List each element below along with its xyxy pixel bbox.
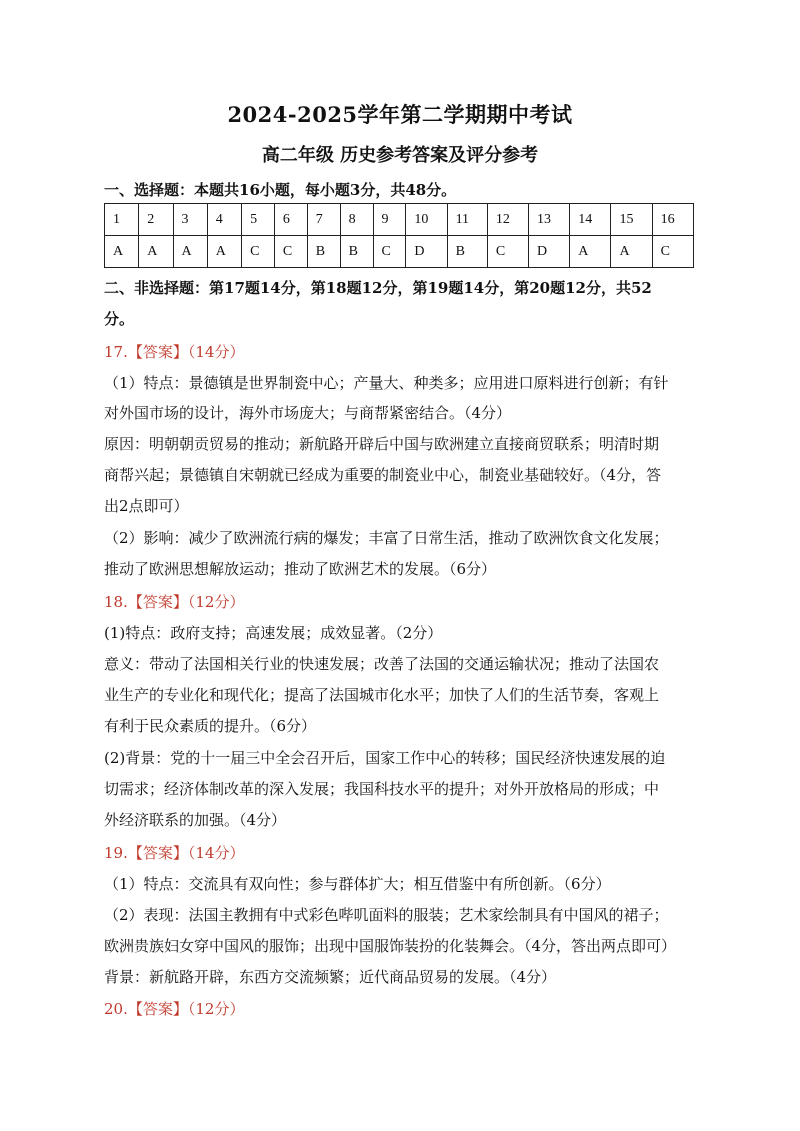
answer-cell: C [487,236,528,268]
q19-line: 欧洲贵族妇女穿中国风的服饰；出现中国服饰装扮的化装舞会。（4分，答出两点即可） [104,937,677,955]
q18-line: (2)背景：党的十一届三中全会召开后，国家工作中心的转移；国民经济快速发展的迫 [104,749,666,767]
question-number: 8 [340,204,373,236]
answer-cell: A [570,236,611,268]
q19-header: 19.【答案】（14分） [104,844,245,862]
question-number: 10 [406,204,447,236]
table-row-numbers [105,204,694,236]
q19-line: 背景：新航路开辟，东西方交流频繁；近代商品贸易的发展。（4分） [104,968,557,986]
table-row-answers [105,236,694,268]
answer-cell: C [274,236,307,268]
q18-line: 意义：带动了法国相关行业的快速发展；改善了法国的交通运输状况；推动了法国农 [104,655,660,673]
section2-heading-line2: 分。 [104,310,135,328]
question-number: 5 [242,204,275,236]
document-title: 2024-2025学年第二学期期中考试 [227,102,573,127]
answer-cell: D [529,236,570,268]
question-number: 15 [611,204,652,236]
q17-line: 对外国市场的设计，海外市场庞大；与商帮紧密结合。（4分） [104,404,512,422]
question-number: 2 [139,204,173,236]
answer-cell: D [406,236,447,268]
q20-header: 20.【答案】（12分） [104,1000,245,1018]
question-number: 13 [529,204,570,236]
q19-line: （1）特点：交流具有双向性；参与群体扩大；相互借鉴中有所创新。（6分） [104,875,611,893]
answer-cell: A [139,236,173,268]
q17-line: 推动了欧洲思想解放运动；推动了欧洲艺术的发展。（6分） [104,560,497,578]
q18-header: 18.【答案】（12分） [104,593,245,611]
q18-line: 外经济联系的加强。（4分） [104,811,287,829]
question-number: 9 [373,204,406,236]
question-number: 7 [307,204,340,236]
question-number: 16 [652,204,693,236]
answer-cell: A [173,236,207,268]
q18-line: (1)特点：政府支持；高速发展；成效显著。（2分） [104,624,443,642]
document-subtitle: 高二年级 历史参考答案及评分参考 [261,145,539,166]
q18-line: 业生产的专业化和现代化；提高了法国城市化水平；加快了人们的生活节奏，客观上 [104,686,660,704]
answer-cell: C [373,236,406,268]
answer-cell: C [242,236,275,268]
question-number: 1 [105,204,139,236]
question-number: 4 [207,204,241,236]
answer-cell: A [105,236,139,268]
question-number: 11 [447,204,487,236]
q17-line: 出2点即可） [104,497,189,515]
q17-line: （2）影响：减少了欧洲流行病的爆发；丰富了日常生活，推动了欧洲饮食文化发展； [104,529,669,547]
q18-line: 有利于民众素质的提升。（6分） [104,717,317,735]
q17-line: （1）特点：景德镇是世界制瓷中心；产量大、种类多；应用进口原料进行创新；有针 [104,374,669,392]
q17-line: 商帮兴起；景德镇自宋朝就已经成为重要的制瓷业中心，制瓷业基础较好。（4分，答 [104,466,662,484]
q17-line: 原因：明朝朝贡贸易的推动；新航路开辟后中国与欧洲建立直接商贸联系；明清时期 [104,435,660,453]
question-number: 3 [173,204,207,236]
answer-cell: A [611,236,652,268]
q17-header: 17.【答案】（14分） [104,343,245,361]
answer-cell: B [447,236,487,268]
question-number: 6 [274,204,307,236]
q18-line: 切需求；经济体制改革的深入发展；我国科技水平的提升；对外开放格局的形成；中 [104,780,660,798]
answer-cell: B [307,236,340,268]
answer-cell: B [340,236,373,268]
section1-heading: 一、选择题：本题共16小题，每小题3分，共48分。 [104,181,457,199]
q19-line: （2）表现：法国主教拥有中式彩色哔叽面料的服装；艺术家绘制具有中国风的裙子； [104,906,669,924]
answer-cell: C [652,236,693,268]
section2-heading-line1: 二、非选择题：第17题14分，第18题12分，第19题14分，第20题12分，共52 [104,279,652,297]
question-number: 14 [570,204,611,236]
answer-cell: A [207,236,241,268]
choice-answer-table [104,203,694,268]
question-number: 12 [487,204,528,236]
